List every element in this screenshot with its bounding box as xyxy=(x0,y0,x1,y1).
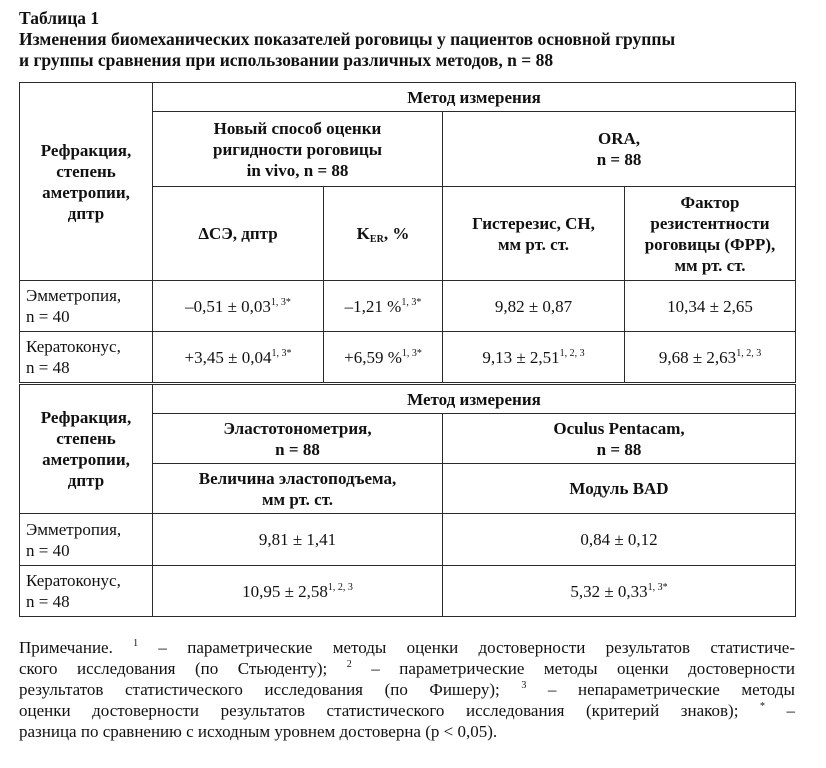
group-pentacam-header: Oculus Pentacam, n = 88 xyxy=(443,414,796,464)
footnote-line: разница по сравнению с исходным уровнем достоверна (p < 0,05). xyxy=(19,722,498,741)
table-row xyxy=(20,514,796,566)
table-row xyxy=(20,281,796,332)
col-header-elevation: Величина эластоподъема, мм рт. ст. xyxy=(153,464,443,514)
row-label: Кератоконус, n = 48 xyxy=(20,566,153,617)
row-label: Кератоконус, n = 48 xyxy=(20,332,153,383)
footnote-line: Примечание. $^1$ – параметрические методы оценки достоверности результатов статистиче- xyxy=(19,638,796,657)
table-label: Таблица 1 xyxy=(19,8,100,28)
table-row xyxy=(20,332,796,383)
table-title-line-1: Изменения биомеханических показателей роговицы у пациентов основной группы xyxy=(19,29,676,49)
col-header-ker: $K_{ER}$, % xyxy=(324,187,443,281)
cell-frr: 10,34 ± 2,65 xyxy=(625,281,796,332)
table-footnote xyxy=(19,637,795,742)
cell-ch: $9,13 \pm 2,51^{1, 2, 3}$ xyxy=(443,332,625,383)
row-label: Эмметропия, n = 40 xyxy=(20,281,153,332)
footnote-line: оценки достоверности результатов статистического исследования (критерий знаков); * – xyxy=(19,701,796,720)
cell-frr: $9,68 \pm 2,63^{1, 2, 3}$ xyxy=(625,332,796,383)
group-elastotonometry-header: Эластотонометрия, n = 88 xyxy=(153,414,443,464)
cell-bad: $5,32 \pm 0,33^{1, 3*}$ xyxy=(443,566,796,617)
row-label: Эмметропия, n = 40 xyxy=(20,514,153,566)
table-caption xyxy=(19,8,809,71)
cell-ker: –1,21 %$^{1, 3*}$ xyxy=(324,281,443,332)
table-row xyxy=(20,566,796,617)
cell-dse: $-0,51 \pm 0,03^{1, 3*}$ xyxy=(153,281,324,332)
refraction-header: Рефракция, степень аметропии, дптр xyxy=(20,385,153,514)
footnote-line: результатов статистического исследования (по Фишеру); $^3$ – непараметрические методы xyxy=(19,680,795,699)
cell-dse: $+3,45 \pm 0,04^{1, 3*}$ xyxy=(153,332,324,383)
group-new-method-header: Новый способ оценки ригидности роговицы in vivo, n = 88 xyxy=(153,112,443,187)
refraction-header: Рефракция, степень аметропии, дптр xyxy=(20,83,153,281)
table-title-line-2: и группы сравнения при использовании различных методов, n = 88 xyxy=(19,50,554,70)
method-header: Метод измерения xyxy=(153,83,796,112)
cell-elevation: $10,95 \pm 2,58^{1, 2, 3}$ xyxy=(153,566,443,617)
footnote-line: ского исследования (по Стьюденту); $^2$ – параметрические методы оценки достоверности xyxy=(19,659,795,678)
cell-ker: +6,59 %$^{1, 3*}$ xyxy=(324,332,443,383)
col-header-dse: ΔСЭ, дптр xyxy=(153,187,324,281)
col-header-ch: Гистерезис, CH, мм рт. ст. xyxy=(443,187,625,281)
cell-bad: 0,84 ± 0,12 xyxy=(443,514,796,566)
col-header-frr: Фактор резистентности роговицы (ФРР), мм рт. ст. xyxy=(625,187,796,281)
cell-elevation: 9,81 ± 1,41 xyxy=(153,514,443,566)
table-2 xyxy=(19,384,796,617)
method-header: Метод измерения xyxy=(153,385,796,414)
group-ora-header: ORA, n = 88 xyxy=(443,112,796,187)
table-1 xyxy=(19,82,796,383)
cell-ch: 9,82 ± 0,87 xyxy=(443,281,625,332)
col-header-bad: Модуль BAD xyxy=(443,464,796,514)
